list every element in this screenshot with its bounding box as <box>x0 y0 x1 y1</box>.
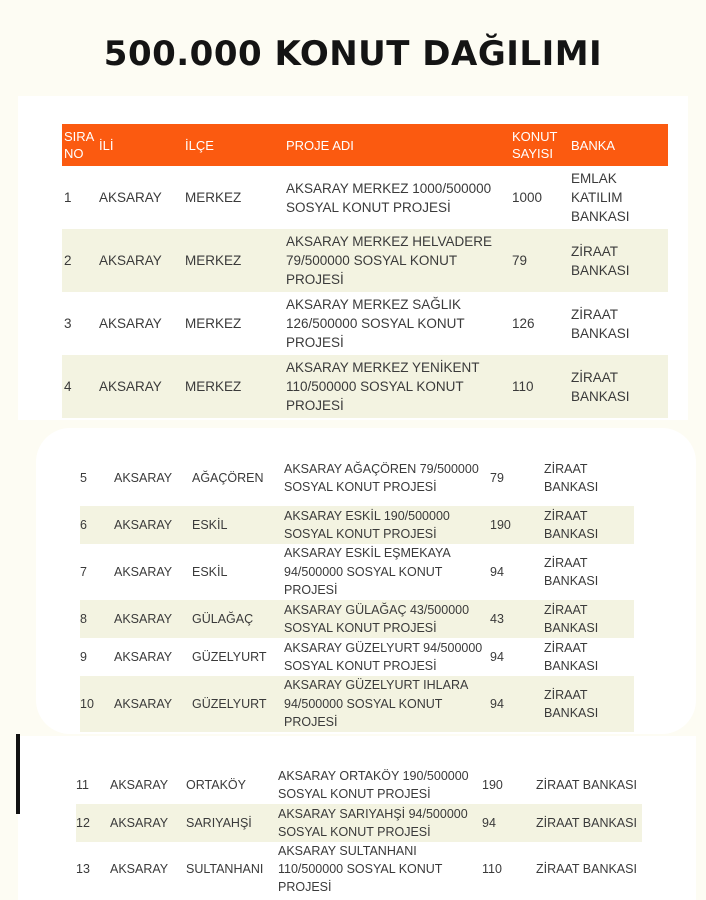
row-no: 2 <box>62 229 99 292</box>
row-proje-adi: AKSARAY MERKEZ SAĞLIK 126/500000 SOSYAL KONUT PROJESİ <box>286 297 465 350</box>
row-ilce: SULTANHANI <box>186 862 264 876</box>
row-ilce: ESKİL <box>192 564 228 579</box>
table-row <box>62 229 668 292</box>
row-ilce: ESKİL <box>192 506 284 544</box>
row-il: AKSARAY <box>114 649 173 664</box>
row-ilce: MERKEZ <box>185 190 242 205</box>
row-no: 8 <box>80 600 114 638</box>
row-proje-adi: AKSARAY GÜZELYURT 94/500000 SOSYAL KONUT PROJESİ <box>284 640 483 673</box>
row-banka: ZİRAAT BANKASI <box>544 506 634 544</box>
row-no: 10 <box>80 676 114 732</box>
row-il: AKSARAY <box>99 316 162 331</box>
row-ilce: SARIYAHŞİ <box>186 804 278 842</box>
row-banka: ZİRAAT BANKASI <box>544 461 599 494</box>
row-banka: ZİRAAT BANKASI <box>544 676 634 732</box>
row-no: 12 <box>76 804 110 842</box>
table-row <box>80 638 634 676</box>
row-proje-adi: AKSARAY MERKEZ HELVADERE 79/500000 SOSYAL KONUT PROJESİ <box>286 229 512 292</box>
row-il: AKSARAY <box>114 564 173 579</box>
table-row <box>80 676 634 732</box>
row-ilce: MERKEZ <box>185 316 242 331</box>
table-row <box>80 600 634 638</box>
header-proje-adi: PROJE ADI <box>286 124 512 166</box>
row-no: 4 <box>62 355 99 418</box>
row-konut-sayisi: 79 <box>490 470 504 485</box>
row-no: 13 <box>76 862 90 876</box>
row-no: 7 <box>80 564 87 579</box>
header-il: İLİ <box>99 124 185 166</box>
row-ilce: GÜLAĞAÇ <box>192 600 284 638</box>
row-proje-adi: AKSARAY MERKEZ 1000/500000 SOSYAL KONUT PROJESİ <box>286 180 492 215</box>
row-ilce: GÜZELYURT <box>192 649 267 664</box>
row-il: AKSARAY <box>99 355 185 418</box>
row-ilce: GÜZELYURT <box>192 676 284 732</box>
row-banka: EMLAK KATILIM BANKASI <box>571 171 630 224</box>
row-proje-adi: AKSARAY GÜLAĞAÇ 43/500000 SOSYAL KONUT PROJESİ <box>284 600 490 638</box>
housing-table-part-1 <box>62 124 668 418</box>
row-konut-sayisi: 190 <box>490 506 544 544</box>
row-proje-adi: AKSARAY ORTAKÖY 190/500000 SOSYAL KONUT PROJESİ <box>278 769 469 801</box>
row-il: AKSARAY <box>114 506 192 544</box>
row-no: 3 <box>64 316 72 331</box>
header-sira-no: SIRA NO <box>62 124 99 166</box>
row-banka: ZİRAAT BANKASI <box>544 555 599 588</box>
table-row <box>80 506 634 544</box>
row-banka: ZİRAAT BANKASI <box>571 229 668 292</box>
row-proje-adi: AKSARAY SARIYAHŞİ 94/500000 SOSYAL KONUT PROJESİ <box>278 804 482 842</box>
row-banka: ZİRAAT BANKASI <box>571 355 668 418</box>
table-row <box>80 544 634 600</box>
row-konut-sayisi: 126 <box>512 316 535 331</box>
row-il: AKSARAY <box>114 600 192 638</box>
row-ilce: AĞAÇÖREN <box>192 470 264 485</box>
row-ilce: MERKEZ <box>185 229 286 292</box>
row-proje-adi: AKSARAY SULTANHANI 110/500000 SOSYAL KONUT PROJESİ <box>278 844 443 894</box>
row-proje-adi: AKSARAY MERKEZ YENİKENT 110/500000 SOSYAL KONUT PROJESİ <box>286 355 512 418</box>
row-banka: ZİRAAT BANKASI <box>536 862 637 876</box>
row-no: 1 <box>64 190 72 205</box>
row-konut-sayisi: 1000 <box>512 190 543 205</box>
row-il: AKSARAY <box>110 862 169 876</box>
header-banka: BANKA <box>571 124 668 166</box>
housing-table-part-3 <box>76 766 642 896</box>
table-row <box>76 842 642 896</box>
row-ilce: MERKEZ <box>185 355 286 418</box>
row-il: AKSARAY <box>114 676 192 732</box>
page-title: 500.000 KONUT DAĞILIMI <box>103 34 603 74</box>
row-il: AKSARAY <box>110 778 169 792</box>
header-konut-sayisi: KONUT SAYISI <box>512 124 571 166</box>
row-konut-sayisi: 190 <box>482 778 503 792</box>
row-banka: ZİRAAT BANKASI <box>544 600 634 638</box>
row-proje-adi: AKSARAY AĞAÇÖREN 79/500000 SOSYAL KONUT PROJESİ <box>284 461 479 494</box>
table-row <box>62 166 668 229</box>
row-proje-adi: AKSARAY ESKİL 190/500000 SOSYAL KONUT PROJESİ <box>284 506 490 544</box>
table-row <box>76 766 642 804</box>
row-konut-sayisi: 94 <box>490 649 504 664</box>
row-konut-sayisi: 79 <box>512 229 571 292</box>
row-il: AKSARAY <box>110 804 186 842</box>
row-konut-sayisi: 94 <box>490 564 504 579</box>
row-konut-sayisi: 94 <box>490 676 544 732</box>
row-no: 5 <box>80 470 87 485</box>
row-proje-adi: AKSARAY GÜZELYURT IHLARA 94/500000 SOSYAL KONUT PROJESİ <box>284 676 490 732</box>
edge-divider <box>16 734 20 814</box>
row-il: AKSARAY <box>99 229 185 292</box>
row-banka: ZİRAAT BANKASI <box>544 640 599 673</box>
table-row <box>80 450 634 506</box>
table-header-row <box>62 124 668 166</box>
row-proje-adi: AKSARAY ESKİL EŞMEKAYA 94/500000 SOSYAL KONUT PROJESİ <box>284 546 451 598</box>
row-konut-sayisi: 110 <box>482 862 502 876</box>
table-row <box>62 355 668 418</box>
row-il: AKSARAY <box>99 190 162 205</box>
row-konut-sayisi: 110 <box>512 355 571 418</box>
housing-table-part-2 <box>80 450 634 732</box>
row-konut-sayisi: 43 <box>490 600 544 638</box>
table-row <box>62 292 668 355</box>
row-konut-sayisi: 94 <box>482 804 536 842</box>
row-banka: ZİRAAT BANKASI <box>571 306 630 341</box>
header-ilce: İLÇE <box>185 124 286 166</box>
row-no: 9 <box>80 649 87 664</box>
row-banka: ZİRAAT BANKASI <box>536 778 637 792</box>
row-ilce: ORTAKÖY <box>186 778 246 792</box>
row-no: 11 <box>76 778 89 792</box>
row-il: AKSARAY <box>114 470 173 485</box>
table-row <box>76 804 642 842</box>
row-no: 6 <box>80 506 114 544</box>
row-banka: ZİRAAT BANKASI <box>536 804 642 842</box>
